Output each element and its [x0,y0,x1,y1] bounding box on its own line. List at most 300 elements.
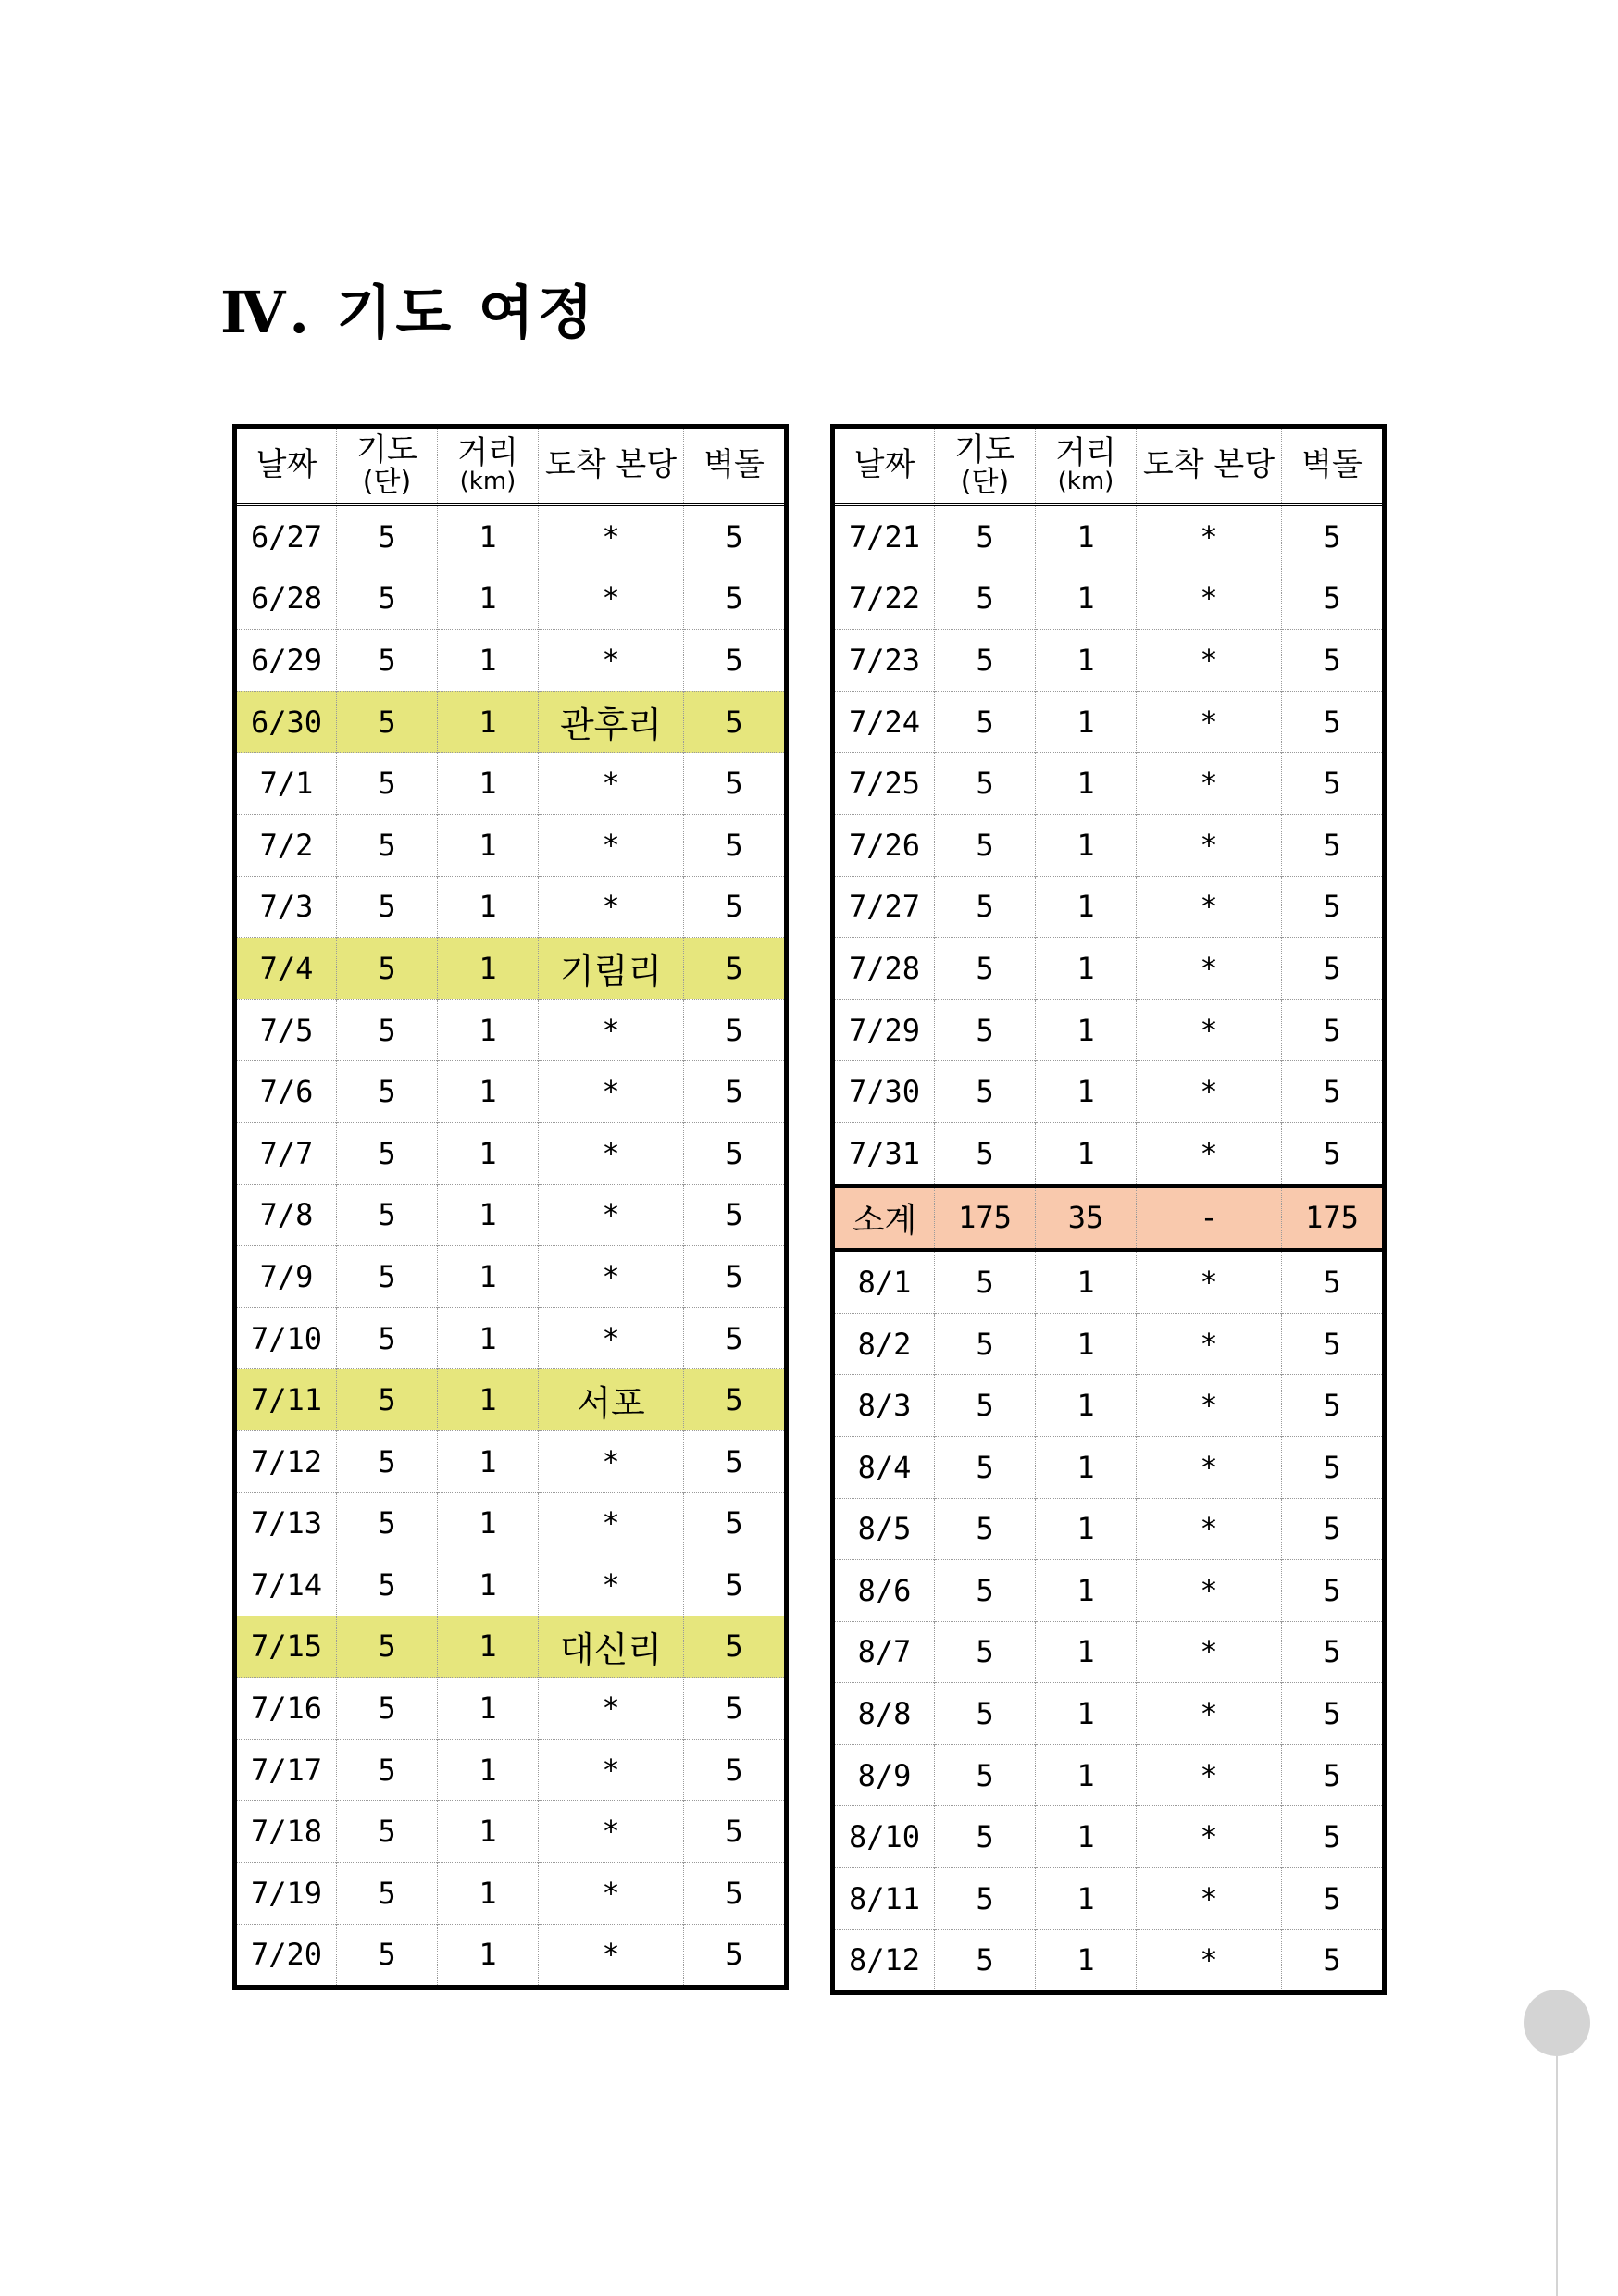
cell-arrival: * [539,1061,684,1123]
cell-arrival: * [1137,1250,1282,1313]
cell-date: 8/9 [833,1744,935,1806]
header-distance-label: 거리 [457,433,518,471]
cell-distance: 1 [438,691,539,753]
header-bricks: 벽돌 [684,427,787,505]
cell-prayer: 5 [935,999,1036,1061]
table-row [235,568,787,630]
table-row [833,1868,1385,1930]
cell-date: 8/6 [833,1560,935,1622]
table-row [833,630,1385,692]
table-row [833,1744,1385,1806]
header-prayer [935,427,1036,505]
cell-date: 7/10 [235,1307,337,1369]
cell-date: 7/25 [833,753,935,815]
cell-prayer: 5 [337,1739,438,1801]
cell-date: 7/24 [833,691,935,753]
cell-arrival: * [539,814,684,876]
table-row [235,1739,787,1801]
table-row [235,1430,787,1492]
cell-distance: 1 [1036,814,1137,876]
cell-prayer: 5 [935,1868,1036,1930]
cell-bricks: 5 [684,1492,787,1554]
cell-distance: 1 [438,1616,539,1678]
cell-arrival: * [1137,1683,1282,1745]
cell-distance: 1 [438,814,539,876]
cell-bricks: 5 [1282,1621,1385,1683]
cell-prayer: 5 [337,1492,438,1554]
table-row [235,1307,787,1369]
cell-distance: 1 [1036,1436,1137,1498]
header-arrival: 도착 본당 [1137,427,1282,505]
header-date: 날짜 [235,427,337,505]
cell-bricks: 5 [684,938,787,1000]
header-distance [438,427,539,505]
cell-prayer: 5 [935,938,1036,1000]
cell-arrival: * [539,1430,684,1492]
cell-bricks: 5 [1282,999,1385,1061]
cell-arrival: * [539,1739,684,1801]
cell-bricks: 5 [1282,1744,1385,1806]
table-row [235,630,787,692]
cell-bricks: 5 [684,1924,787,1988]
cell-distance: 1 [438,1184,539,1246]
cell-bricks: 5 [1282,1436,1385,1498]
cell-bricks: 5 [1282,1929,1385,1993]
cell-arrival: * [539,1122,684,1184]
cell-bricks: 5 [684,753,787,815]
table-row [235,814,787,876]
cell-bricks: 5 [1282,568,1385,630]
cell-arrival: * [539,1307,684,1369]
cell-date: 7/23 [833,630,935,692]
cell-distance: 1 [1036,505,1137,568]
cell-bricks: 5 [684,691,787,753]
header-prayer-label: 기도 [356,431,417,469]
cell-prayer: 5 [935,1744,1036,1806]
cell-prayer: 5 [337,1554,438,1616]
cell-arrival: * [1137,505,1282,568]
cell-distance: 1 [1036,568,1137,630]
cell-date: 7/3 [235,876,337,938]
cell-prayer: 5 [337,691,438,753]
table-row [833,1250,1385,1313]
cell-arrival: * [539,1863,684,1925]
header-distance-unit: (km) [459,468,517,496]
cell-distance: 1 [438,1246,539,1308]
cell-bricks: 5 [1282,753,1385,815]
cell-distance: 1 [1036,1929,1137,1993]
cell-prayer: 5 [935,1683,1036,1745]
cell-distance: 1 [438,630,539,692]
cell-distance: 1 [438,1492,539,1554]
cell-arrival: * [1137,1375,1282,1437]
cell-date: 7/1 [235,753,337,815]
cell-prayer: 5 [337,1678,438,1740]
table-row [833,814,1385,876]
cell-distance: 1 [1036,876,1137,938]
table-row [235,1924,787,1988]
cell-prayer: 5 [337,505,438,568]
table-row [833,1683,1385,1745]
header-prayer-unit: (단) [960,466,1010,499]
cell-bricks: 5 [684,1061,787,1123]
cell-bricks: 5 [1282,1498,1385,1560]
cell-date: 7/4 [235,938,337,1000]
cell-prayer: 5 [935,1375,1036,1437]
cell-arrival: * [1137,1621,1282,1683]
cell-arrival: * [539,1492,684,1554]
cell-arrival: 서포 [539,1369,684,1431]
cell-prayer: 5 [935,630,1036,692]
cell-prayer: 5 [935,505,1036,568]
cell-arrival: * [539,1184,684,1246]
table-row [235,876,787,938]
cell-prayer: 5 [935,1621,1036,1683]
cell-prayer: 5 [935,876,1036,938]
table-row [235,1492,787,1554]
cell-bricks: 5 [684,1430,787,1492]
cell-prayer: 5 [935,1560,1036,1622]
cell-bricks: 5 [684,630,787,692]
cell-prayer: 5 [337,1924,438,1988]
cell-distance: 1 [1036,1744,1137,1806]
header-date: 날짜 [833,427,935,505]
table-row [235,1863,787,1925]
table-row [235,1616,787,1678]
cell-prayer: 5 [337,1122,438,1184]
table-row [833,1313,1385,1375]
cell-bricks: 5 [684,1369,787,1431]
cell-arrival: 관후리 [539,691,684,753]
cell-prayer: 5 [935,1313,1036,1375]
cell-arrival: * [1137,1868,1282,1930]
cell-arrival: * [539,999,684,1061]
cell-distance: 1 [1036,1061,1137,1123]
cell-bricks: 5 [684,568,787,630]
table-row [833,1929,1385,1993]
table-row [833,753,1385,815]
cell-date: 7/2 [235,814,337,876]
table-row [833,1806,1385,1868]
cell-arrival: 대신리 [539,1616,684,1678]
cell-arrival: 기림리 [539,938,684,1000]
cell-prayer: 5 [337,1863,438,1925]
cell-arrival: * [539,630,684,692]
cell-prayer: 5 [935,568,1036,630]
cell-arrival: * [1137,1498,1282,1560]
cell-prayer: 5 [337,1616,438,1678]
cell-bricks: 5 [1282,1560,1385,1622]
header-distance-label: 거리 [1055,433,1116,471]
cell-prayer: 5 [337,568,438,630]
cell-distance: 1 [1036,691,1137,753]
cell-distance: 1 [438,753,539,815]
cell-prayer: 5 [935,1122,1036,1185]
cell-date: 7/6 [235,1061,337,1123]
cell-arrival: * [1137,1436,1282,1498]
cell-bricks: 5 [684,1616,787,1678]
cell-distance: 1 [438,1430,539,1492]
cell-distance: 1 [438,1739,539,1801]
cell-distance: 1 [1036,938,1137,1000]
table-row [235,753,787,815]
page-marker-dot [1524,1990,1590,2056]
cell-date: 7/20 [235,1924,337,1988]
table-row [235,1184,787,1246]
table-row [833,505,1385,568]
prayer-log-table-left [232,424,789,1990]
cell-distance: 1 [438,1924,539,1988]
cell-date: 7/28 [833,938,935,1000]
cell-date: 8/12 [833,1929,935,1993]
cell-distance: 1 [1036,1683,1137,1745]
cell-date: 7/16 [235,1678,337,1740]
table-row [235,691,787,753]
cell-prayer: 5 [935,1498,1036,1560]
cell-distance: 1 [438,1122,539,1184]
cell-date: 8/11 [833,1868,935,1930]
cell-date: 7/18 [235,1801,337,1863]
cell-bricks: 5 [1282,630,1385,692]
table-row [833,1375,1385,1437]
table-header-row [235,427,787,505]
cell-date: 8/2 [833,1313,935,1375]
cell-date: 7/7 [235,1122,337,1184]
cell-arrival: * [1137,753,1282,815]
cell-date: 8/3 [833,1375,935,1437]
table-row [235,1246,787,1308]
table-row [235,1122,787,1184]
cell-distance: 1 [1036,1498,1137,1560]
cell-prayer: 5 [337,1369,438,1431]
cell-arrival: * [539,505,684,568]
cell-bricks: 5 [1282,938,1385,1000]
cell-bricks: 5 [1282,1806,1385,1868]
cell-prayer: 5 [935,1436,1036,1498]
cell-arrival: * [1137,938,1282,1000]
cell-distance: 1 [438,938,539,1000]
table-row [235,999,787,1061]
header-prayer-label: 기도 [954,431,1015,469]
cell-prayer: 5 [337,814,438,876]
cell-arrival: * [1137,1122,1282,1185]
table-row [833,1122,1385,1185]
cell-distance: 1 [1036,1621,1137,1683]
cell-date: 7/15 [235,1616,337,1678]
cell-date: 8/7 [833,1621,935,1683]
cell-distance: 1 [438,568,539,630]
cell-distance: 1 [438,1369,539,1431]
cell-arrival: * [1137,1744,1282,1806]
cell-distance: 1 [438,1678,539,1740]
cell-date: 7/27 [833,876,935,938]
cell-date: 6/27 [250,518,323,555]
header-prayer-unit: (단) [362,466,412,499]
cell-distance: 1 [1036,1313,1137,1375]
cell-bricks: 5 [1282,1375,1385,1437]
cell-prayer: 5 [935,691,1036,753]
cell-bricks: 5 [1282,876,1385,938]
cell-prayer: 5 [935,753,1036,815]
cell-bricks: 5 [684,1307,787,1369]
cell-bricks: 5 [1282,1122,1385,1185]
cell-prayer: 5 [935,1250,1036,1313]
cell-prayer: 5 [337,1801,438,1863]
cell-arrival: * [539,876,684,938]
cell-date: 소계 [833,1186,935,1251]
header-prayer [337,427,438,505]
cell-date: 8/8 [833,1683,935,1745]
cell-bricks: 5 [1282,1683,1385,1745]
cell-date: 7/11 [235,1369,337,1431]
table-row [833,1560,1385,1622]
cell-date: 7/12 [235,1430,337,1492]
table-row [235,505,787,568]
cell-arrival: * [539,1801,684,1863]
cell-bricks: 5 [684,814,787,876]
cell-date: 7/21 [848,518,921,555]
cell-bricks: 5 [684,1801,787,1863]
cell-arrival: * [1137,999,1282,1061]
table-row [235,1678,787,1740]
cell-date: 6/29 [235,630,337,692]
cell-prayer: 5 [337,938,438,1000]
cell-bricks: 5 [684,999,787,1061]
subtotal-row [833,1186,1385,1251]
cell-prayer: 5 [337,1307,438,1369]
cell-bricks: 5 [1282,1061,1385,1123]
cell-arrival: * [539,1678,684,1740]
cell-prayer: 5 [935,814,1036,876]
cell-prayer: 5 [935,1061,1036,1123]
table-row [235,1061,787,1123]
cell-bricks: 5 [1282,1250,1385,1313]
cell-arrival: * [1137,814,1282,876]
cell-arrival: * [1137,1061,1282,1123]
table-row [833,1061,1385,1123]
cell-bricks: 175 [1282,1186,1385,1251]
cell-bricks: 5 [1282,691,1385,753]
table-row [833,876,1385,938]
header-bricks: 벽돌 [1282,427,1385,505]
cell-date: 6/30 [235,691,337,753]
cell-distance: 1 [438,1554,539,1616]
cell-prayer: 5 [337,1430,438,1492]
cell-bricks: 5 [1282,814,1385,876]
cell-date: 7/30 [833,1061,935,1123]
cell-distance: 1 [1036,1868,1137,1930]
cell-date: 7/17 [235,1739,337,1801]
table-header-row [833,427,1385,505]
cell-arrival: * [1137,691,1282,753]
cell-date: 7/13 [235,1492,337,1554]
cell-arrival: * [539,1924,684,1988]
cell-date: 8/5 [833,1498,935,1560]
cell-bricks: 5 [684,1122,787,1184]
cell-arrival: * [1137,1929,1282,1993]
cell-arrival: * [1137,1806,1282,1868]
cell-distance: 1 [1036,630,1137,692]
cell-arrival: * [539,1554,684,1616]
cell-distance: 1 [438,999,539,1061]
cell-arrival: * [539,1246,684,1308]
table-row [235,1801,787,1863]
cell-distance: 1 [438,1863,539,1925]
cell-date: 8/10 [833,1806,935,1868]
table-row [235,1369,787,1431]
cell-date: 8/4 [833,1436,935,1498]
cell-arrival: * [1137,568,1282,630]
cell-arrival: * [539,753,684,815]
cell-arrival: * [1137,876,1282,938]
cell-prayer: 5 [337,876,438,938]
table-row [833,568,1385,630]
header-distance [1036,427,1137,505]
cell-distance: 1 [438,1307,539,1369]
table-row [833,1436,1385,1498]
cell-distance: 1 [1036,1375,1137,1437]
cell-distance: 1 [1036,753,1137,815]
cell-bricks: 5 [684,1739,787,1801]
table-row [833,691,1385,753]
table-row [833,1621,1385,1683]
cell-date: 7/14 [235,1554,337,1616]
cell-distance: 1 [438,1061,539,1123]
cell-bricks: 5 [1282,1313,1385,1375]
table-row [833,938,1385,1000]
cell-prayer: 5 [935,1806,1036,1868]
table-row [235,938,787,1000]
cell-prayer: 5 [935,1929,1036,1993]
cell-bricks: 5 [684,876,787,938]
cell-bricks: 5 [684,1554,787,1616]
cell-prayer: 5 [337,1246,438,1308]
cell-bricks: 5 [1282,505,1385,568]
cell-date: 7/9 [235,1246,337,1308]
cell-bricks: 5 [684,1246,787,1308]
table-row [235,1554,787,1616]
cell-distance: 1 [1036,999,1137,1061]
cell-distance: 1 [1036,1250,1137,1313]
cell-arrival: * [1137,1560,1282,1622]
cell-arrival: - [1137,1186,1282,1251]
table-row [833,999,1385,1061]
cell-date: 7/26 [833,814,935,876]
cell-distance: 1 [1036,1806,1137,1868]
cell-distance: 1 [1036,1560,1137,1622]
cell-bricks: 5 [684,1863,787,1925]
cell-arrival: * [1137,1313,1282,1375]
prayer-log-table-right [830,424,1387,1995]
cell-date: 7/22 [833,568,935,630]
table-row [833,1498,1385,1560]
cell-distance: 1 [438,505,539,568]
header-arrival: 도착 본당 [539,427,684,505]
cell-date: 7/19 [235,1863,337,1925]
cell-prayer: 5 [337,1061,438,1123]
header-distance-unit: (km) [1057,468,1114,496]
cell-arrival: * [539,568,684,630]
cell-date: 7/5 [235,999,337,1061]
cell-prayer: 5 [337,999,438,1061]
cell-prayer: 5 [337,1184,438,1246]
cell-prayer: 5 [337,630,438,692]
cell-bricks: 5 [684,505,787,568]
cell-date: 7/8 [235,1184,337,1246]
cell-date: 8/1 [833,1250,935,1313]
cell-distance: 1 [438,1801,539,1863]
cell-distance: 1 [1036,1122,1137,1185]
